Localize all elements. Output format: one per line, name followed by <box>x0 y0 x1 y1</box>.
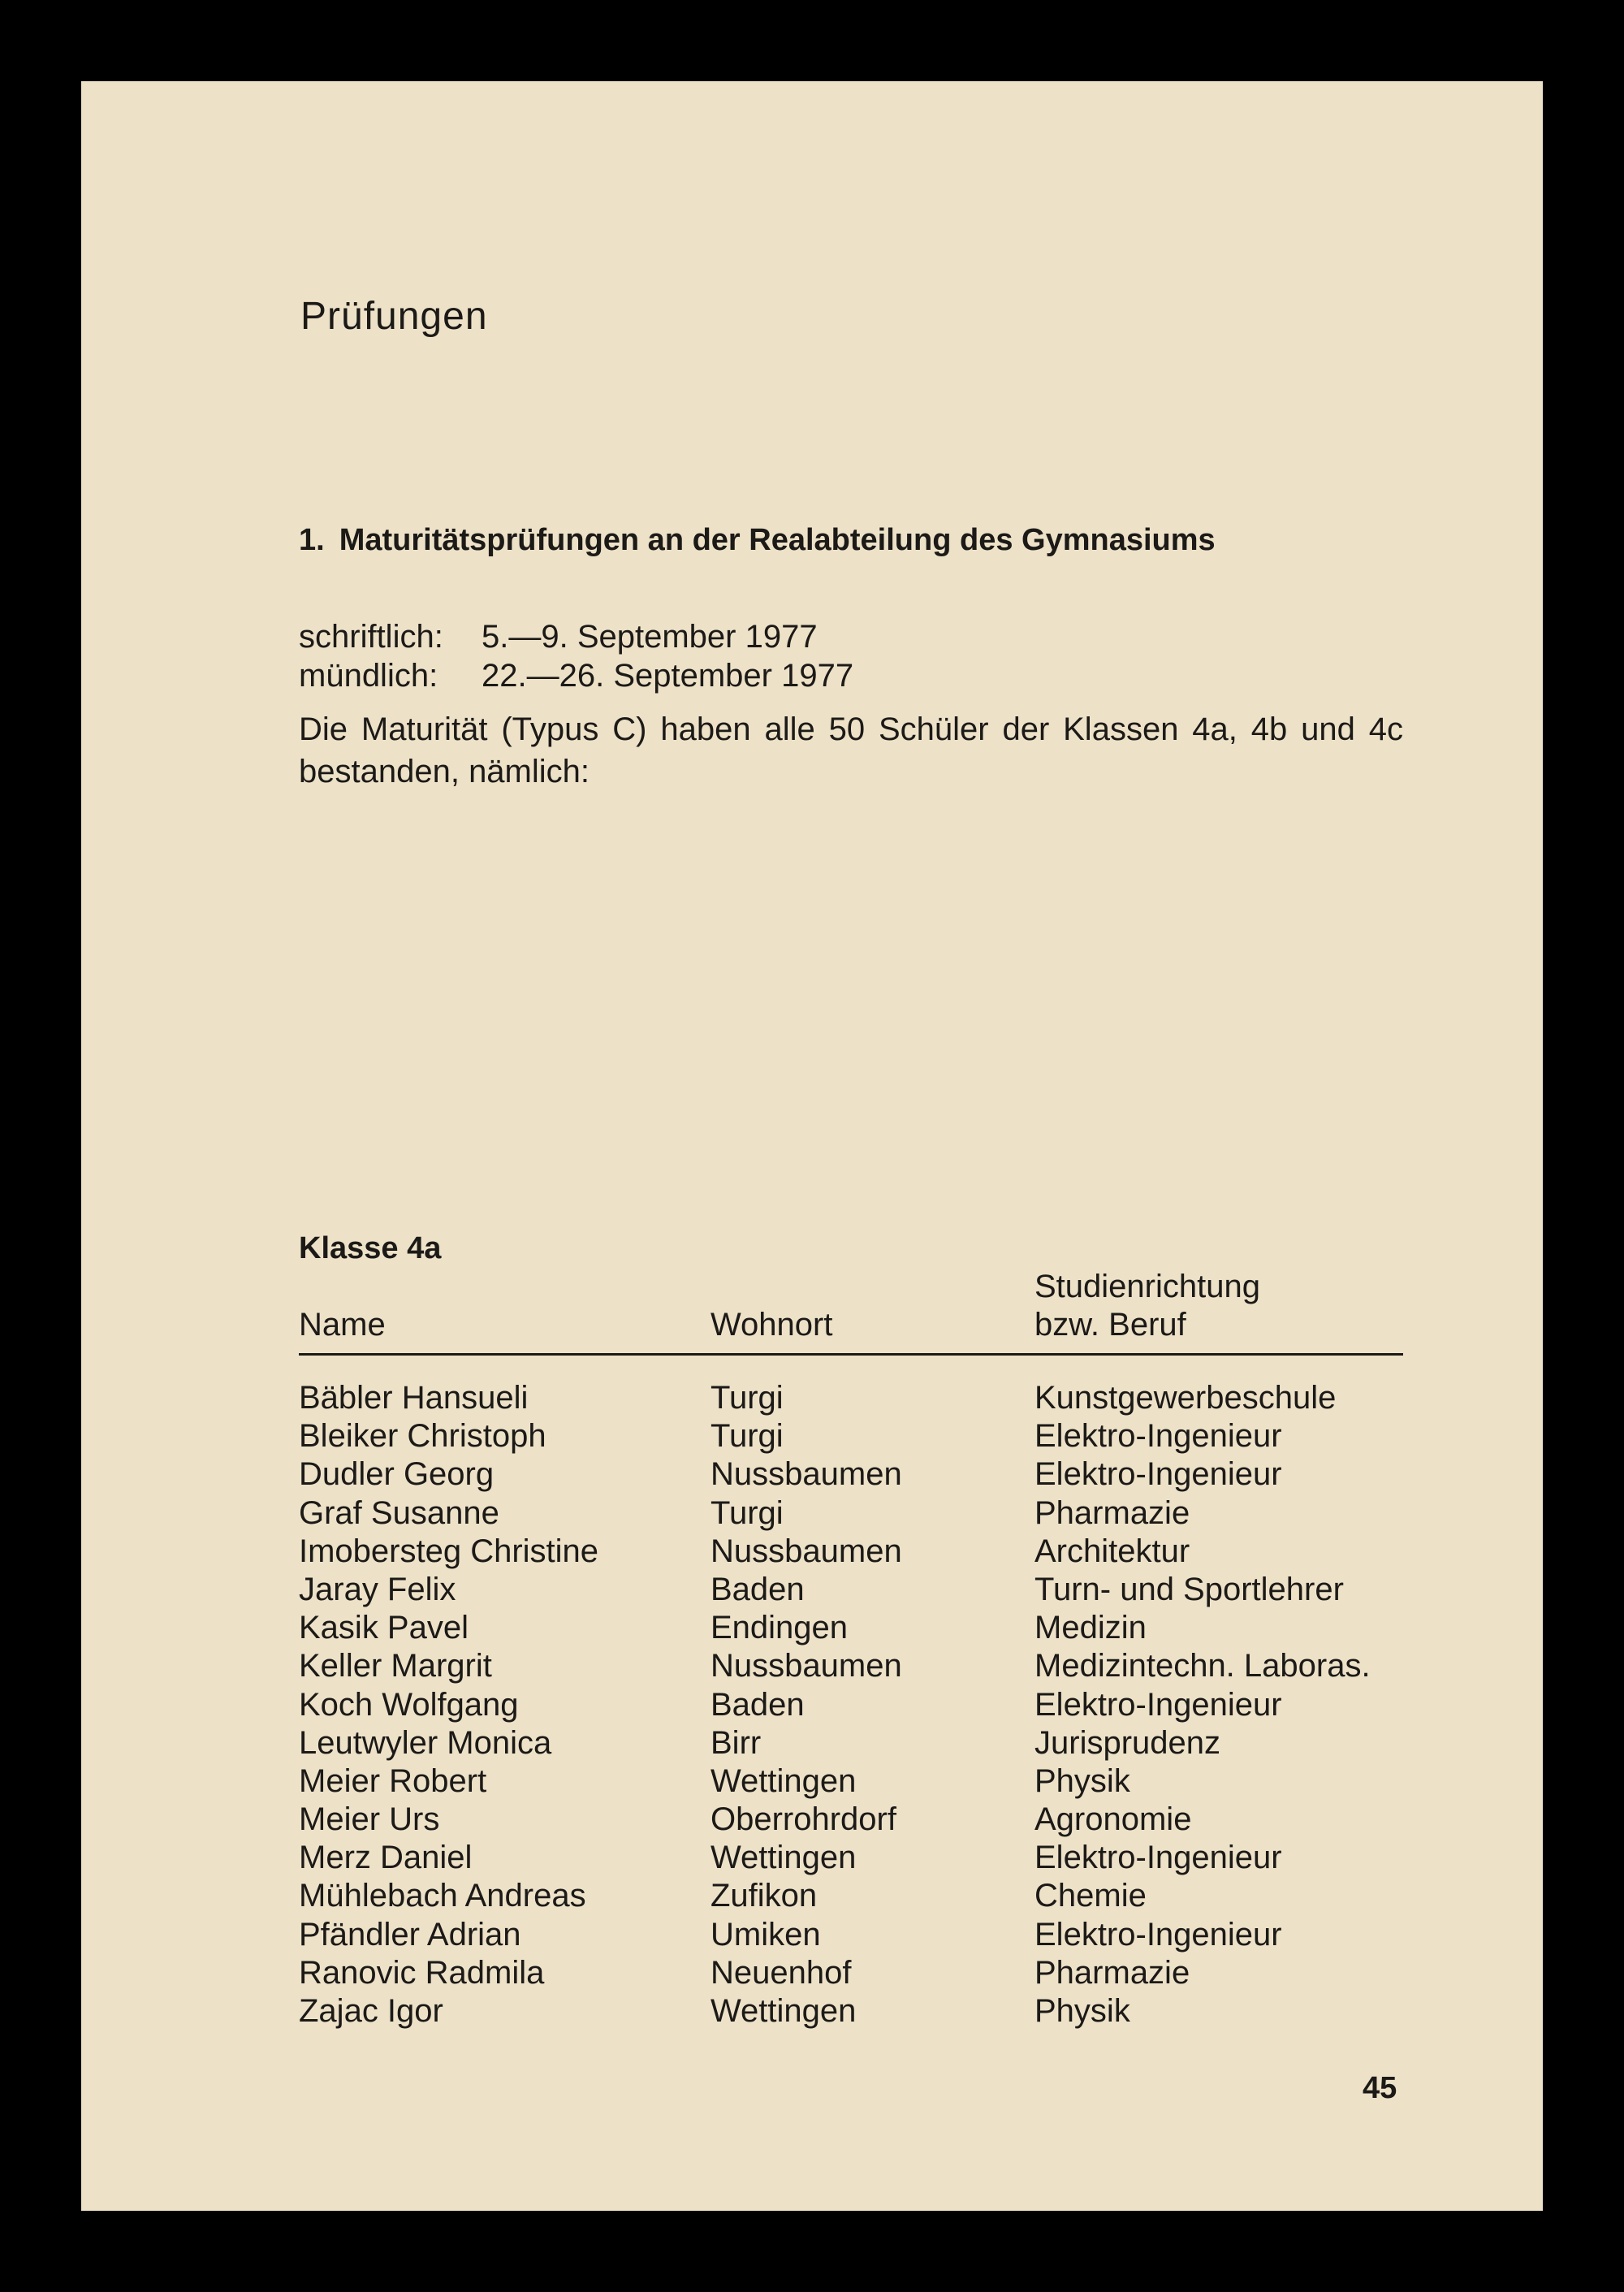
table-row <box>299 1647 1403 1685</box>
student-wohnort: Endingen <box>710 1610 849 1646</box>
page-title: Prüfungen <box>300 295 488 338</box>
table-row <box>299 1762 1403 1801</box>
student-name: Leutwyler Monica <box>299 1724 552 1761</box>
student-name: Ranovic Radmila <box>299 1954 545 1991</box>
student-beruf: Architektur <box>1034 1533 1190 1569</box>
column-header-line: bzw. Beruf <box>1034 1307 1186 1343</box>
header-divider <box>299 1353 1403 1356</box>
student-wohnort: Nussbaumen <box>710 1533 902 1569</box>
section-heading <box>299 525 1216 556</box>
student-beruf: Kunstgewerbeschule <box>1034 1380 1337 1416</box>
student-beruf: Turn- und Sportlehrer <box>1034 1571 1344 1607</box>
table-row <box>299 1455 1403 1494</box>
student-name: Graf Susanne <box>299 1494 499 1531</box>
student-beruf: Jurisprudenz <box>1034 1724 1221 1761</box>
student-name: Pfändler Adrian <box>299 1916 521 1953</box>
table-row <box>299 1533 1403 1571</box>
student-wohnort: Wettingen <box>710 1762 857 1799</box>
table-row <box>299 1916 1403 1954</box>
document-page <box>81 81 1543 2211</box>
student-name: Dudler Georg <box>299 1456 495 1493</box>
student-beruf: Agronomie <box>1034 1801 1192 1838</box>
table-row <box>299 1686 1403 1724</box>
student-beruf: Chemie <box>1034 1878 1147 1914</box>
table-row <box>299 1992 1403 2030</box>
table-row <box>299 1417 1403 1455</box>
exam-date-oral <box>299 658 854 694</box>
class-heading: Klasse 4a <box>299 1231 442 1265</box>
section-number: 1. <box>299 523 325 557</box>
table-row <box>299 1724 1403 1762</box>
exam-date-written <box>299 619 818 655</box>
column-header-studienrichtung <box>1034 1268 1260 1344</box>
student-name: Imobersteg Christine <box>299 1533 599 1569</box>
student-wohnort: Nussbaumen <box>710 1456 902 1493</box>
student-name: Bäbler Hansueli <box>299 1380 529 1416</box>
column-header-line: Studienrichtung <box>1034 1269 1260 1304</box>
student-wohnort: Oberrohrdorf <box>710 1801 896 1838</box>
student-beruf: Pharmazie <box>1034 1494 1190 1531</box>
student-beruf: Elektro-Ingenieur <box>1034 1456 1282 1493</box>
column-header-wohnort: Wohnort <box>710 1307 833 1343</box>
student-wohnort: Wettingen <box>710 1840 857 1876</box>
student-name: Jaray Felix <box>299 1571 456 1607</box>
date-value: 5.—9. September 1977 <box>482 619 818 655</box>
table-row <box>299 1877 1403 1915</box>
student-wohnort: Neuenhof <box>710 1954 852 1991</box>
student-table <box>299 1379 1403 2030</box>
student-name: Meier Robert <box>299 1762 487 1799</box>
student-beruf: Elektro-Ingenieur <box>1034 1916 1282 1953</box>
table-row <box>299 1839 1403 1877</box>
student-beruf: Elektro-Ingenieur <box>1034 1686 1282 1723</box>
student-wohnort: Turgi <box>710 1380 784 1416</box>
date-label: schriftlich: <box>299 619 443 655</box>
table-row <box>299 1379 1403 1417</box>
student-beruf: Physik <box>1034 1762 1130 1799</box>
page-number: 45 <box>1363 2071 1397 2105</box>
student-name: Zajac Igor <box>299 1993 443 2029</box>
table-row <box>299 1494 1403 1533</box>
student-name: Koch Wolfgang <box>299 1686 519 1723</box>
date-value: 22.—26. September 1977 <box>482 658 854 694</box>
table-row <box>299 1954 1403 1992</box>
section-heading-text: Maturitätsprüfungen an der Realabteilung des Gymnasiums <box>339 523 1216 557</box>
student-wohnort: Umiken <box>710 1916 821 1953</box>
student-name: Kasik Pavel <box>299 1610 469 1646</box>
student-wohnort: Baden <box>710 1686 805 1723</box>
student-wohnort: Baden <box>710 1571 805 1607</box>
student-beruf: Physik <box>1034 1993 1130 2029</box>
student-wohnort: Wettingen <box>710 1993 857 2029</box>
table-row <box>299 1571 1403 1609</box>
student-name: Bleiker Christoph <box>299 1418 546 1455</box>
student-wohnort: Nussbaumen <box>710 1648 902 1684</box>
student-beruf: Elektro-Ingenieur <box>1034 1840 1282 1876</box>
student-name: Merz Daniel <box>299 1840 473 1876</box>
student-beruf: Pharmazie <box>1034 1954 1190 1991</box>
student-wohnort: Zufikon <box>710 1878 818 1914</box>
date-label: mündlich: <box>299 658 438 694</box>
student-beruf: Medizintechn. Laboras. <box>1034 1648 1371 1684</box>
student-beruf: Medizin <box>1034 1610 1147 1646</box>
table-row <box>299 1801 1403 1839</box>
student-wohnort: Turgi <box>710 1494 784 1531</box>
student-name: Meier Urs <box>299 1801 440 1838</box>
student-beruf: Elektro-Ingenieur <box>1034 1418 1282 1455</box>
student-name: Keller Margrit <box>299 1648 492 1684</box>
student-name: Mühlebach Andreas <box>299 1878 586 1914</box>
table-row <box>299 1609 1403 1647</box>
student-wohnort: Turgi <box>710 1418 784 1455</box>
intro-paragraph: Die Maturität (Typus C) haben alle 50 Schüler der Klassen 4a, 4b und 4c bestanden, nämlich: <box>299 711 1403 789</box>
column-header-name: Name <box>299 1307 386 1343</box>
student-wohnort: Birr <box>710 1724 762 1761</box>
